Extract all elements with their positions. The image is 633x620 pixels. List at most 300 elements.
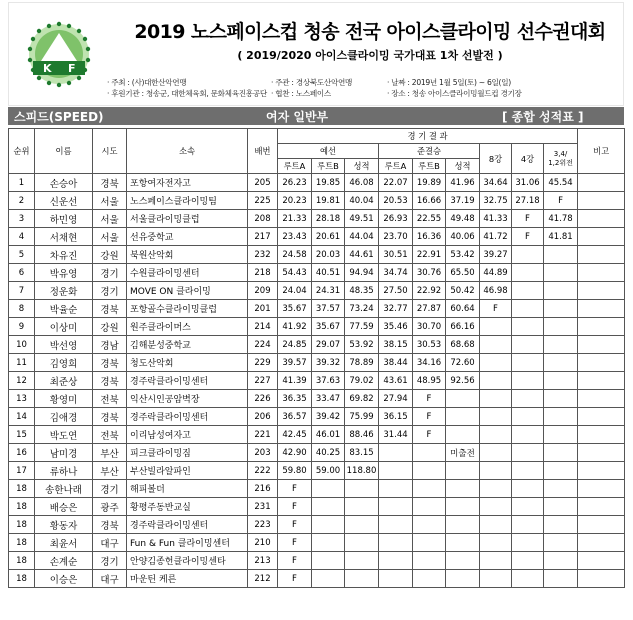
cell-aff: 포항골수클라이밍클럽 (127, 300, 248, 318)
cell-sb: 34.16 (413, 354, 446, 372)
table-row (9, 426, 625, 444)
cell-r4 (512, 480, 544, 498)
cell-city: 광주 (93, 498, 127, 516)
table-row (9, 516, 625, 534)
cell-name: 이승은 (35, 570, 93, 588)
cell-pb: 46.01 (312, 426, 345, 444)
cell-bib: 205 (248, 174, 278, 192)
cell-r4 (512, 354, 544, 372)
cell-ss: 50.42 (446, 282, 480, 300)
table-row (9, 192, 625, 210)
cell-r4: F (512, 210, 544, 228)
cell-r8 (480, 570, 512, 588)
cell-r8 (480, 462, 512, 480)
table-row (9, 480, 625, 498)
cell-note (578, 174, 625, 192)
cell-pb (312, 480, 345, 498)
cell-note (578, 534, 625, 552)
cell-pa: 41.92 (278, 318, 312, 336)
cell-ss: 41.96 (446, 174, 480, 192)
cell-city: 경북 (93, 516, 127, 534)
cell-r8: 39.27 (480, 246, 512, 264)
cell-bib: 232 (248, 246, 278, 264)
cell-aff: 김해분성중학교 (127, 336, 248, 354)
cell-r4 (512, 552, 544, 570)
cell-city: 대구 (93, 534, 127, 552)
cell-aff: MOVE ON 클라이밍 (127, 282, 248, 300)
cell-ps (345, 552, 379, 570)
cell-pb: 40.25 (312, 444, 345, 462)
cell-rank: 1 (9, 174, 35, 192)
cell-pa: 24.04 (278, 282, 312, 300)
cell-sa: 20.53 (379, 192, 413, 210)
cell-r8: 34.64 (480, 174, 512, 192)
cell-pb: 33.47 (312, 390, 345, 408)
cell-aff: 노스페이스클라이밍팀 (127, 192, 248, 210)
cell-city: 서울 (93, 192, 127, 210)
cell-r4 (512, 264, 544, 282)
cell-ss (446, 498, 480, 516)
kaf-logo-icon (19, 19, 99, 89)
cell-r4: 31.06 (512, 174, 544, 192)
cell-pb (312, 570, 345, 588)
cell-pb (312, 534, 345, 552)
cell-ss (446, 408, 480, 426)
cell-note (578, 498, 625, 516)
cell-note (578, 480, 625, 498)
cell-ps: 44.61 (345, 246, 379, 264)
cell-aff: 서울클라이밍클럽 (127, 210, 248, 228)
cell-pa: F (278, 516, 312, 534)
cell-pb: 39.32 (312, 354, 345, 372)
cell-r4 (512, 534, 544, 552)
cell-pa: F (278, 552, 312, 570)
cell-sb: 22.91 (413, 246, 446, 264)
cell-city: 서울 (93, 228, 127, 246)
cell-bib: 203 (248, 444, 278, 462)
cell-sa: 26.93 (379, 210, 413, 228)
cell-ps: 77.59 (345, 318, 379, 336)
cell-r8 (480, 426, 512, 444)
cell-ss (446, 462, 480, 480)
cell-ss: 37.19 (446, 192, 480, 210)
table-row (9, 462, 625, 480)
cell-aff: 원주클라이머스 (127, 318, 248, 336)
cell-pa: F (278, 480, 312, 498)
cell-bib: 223 (248, 516, 278, 534)
cell-bib: 206 (248, 408, 278, 426)
cell-ps: 118.80 (345, 462, 379, 480)
cell-r8 (480, 516, 512, 534)
cell-note (578, 192, 625, 210)
cell-rank: 18 (9, 552, 35, 570)
cell-name: 박도연 (35, 426, 93, 444)
cell-ss (446, 516, 480, 534)
col-prelim-score: 성적 (345, 159, 379, 174)
table-row (9, 228, 625, 246)
cell-name: 남미경 (35, 444, 93, 462)
cell-rank: 16 (9, 444, 35, 462)
cell-sb (413, 552, 446, 570)
cell-aff: 마운틴 케른 (127, 570, 248, 588)
cell-aff: 북원산악회 (127, 246, 248, 264)
cell-r8 (480, 444, 512, 462)
cell-sb (413, 498, 446, 516)
cell-ps: 94.94 (345, 264, 379, 282)
cell-name: 김영희 (35, 354, 93, 372)
cell-fin (544, 282, 578, 300)
cell-ps: 79.02 (345, 372, 379, 390)
cell-note (578, 516, 625, 534)
col-rank: 순위 (9, 129, 35, 174)
cell-fin (544, 318, 578, 336)
logo-letter-k: K (43, 62, 52, 75)
cell-pb: 24.31 (312, 282, 345, 300)
col-note: 비고 (578, 129, 625, 174)
cell-r8 (480, 390, 512, 408)
cell-r4 (512, 282, 544, 300)
col-final-line2: 1,2위전 (548, 158, 573, 167)
cell-pa: 21.33 (278, 210, 312, 228)
cell-sb: 27.87 (413, 300, 446, 318)
col-prelim: 예선 (278, 144, 379, 159)
cell-pa: 36.57 (278, 408, 312, 426)
cell-city: 강원 (93, 246, 127, 264)
cell-rank: 12 (9, 372, 35, 390)
cell-note (578, 336, 625, 354)
cell-sa: 31.44 (379, 426, 413, 444)
cell-note (578, 282, 625, 300)
cell-bib: 229 (248, 354, 278, 372)
cell-r8 (480, 354, 512, 372)
table-row (9, 390, 625, 408)
cell-aff: 안양김종헌클라이밍센타 (127, 552, 248, 570)
cell-ps: 75.99 (345, 408, 379, 426)
cell-ps: 49.51 (345, 210, 379, 228)
cell-sb (413, 516, 446, 534)
cell-pa: 24.58 (278, 246, 312, 264)
sponsors-info: · 후원기관 : 청송군, 대한체육회, 문화체육진흥공단 (107, 89, 267, 98)
cell-r4: F (512, 228, 544, 246)
table-row (9, 300, 625, 318)
category-banner (8, 107, 624, 125)
cell-sa (379, 498, 413, 516)
cell-r4 (512, 444, 544, 462)
table-row (9, 210, 625, 228)
cell-name: 배승은 (35, 498, 93, 516)
cell-ss: 미출전 (446, 444, 480, 462)
cell-sa: 38.15 (379, 336, 413, 354)
cell-rank: 6 (9, 264, 35, 282)
cell-note (578, 228, 625, 246)
cell-city: 경북 (93, 372, 127, 390)
cell-r4 (512, 516, 544, 534)
cell-r4 (512, 318, 544, 336)
cell-name: 손승아 (35, 174, 93, 192)
cell-ss (446, 390, 480, 408)
cell-pa: 36.35 (278, 390, 312, 408)
date-info: · 날짜 : 2019년 1월 5일(토) ~ 6일(일) (387, 78, 511, 87)
cell-pa: 20.23 (278, 192, 312, 210)
cell-name: 박선영 (35, 336, 93, 354)
cell-fin (544, 264, 578, 282)
cell-name: 박율순 (35, 300, 93, 318)
cell-ss: 65.50 (446, 264, 480, 282)
cell-pb: 29.07 (312, 336, 345, 354)
cell-sa (379, 552, 413, 570)
cell-r4 (512, 336, 544, 354)
cell-rank: 13 (9, 390, 35, 408)
cell-ps: 73.24 (345, 300, 379, 318)
cell-rank: 18 (9, 534, 35, 552)
table-row (9, 336, 625, 354)
table-row (9, 174, 625, 192)
cell-sa: 22.07 (379, 174, 413, 192)
cell-pb (312, 516, 345, 534)
cell-sa (379, 480, 413, 498)
cell-r8: 41.72 (480, 228, 512, 246)
cell-r8 (480, 318, 512, 336)
cell-aff: 해피볼더 (127, 480, 248, 498)
cell-ps: 40.04 (345, 192, 379, 210)
cell-sb: 16.36 (413, 228, 446, 246)
cell-pb: 19.81 (312, 192, 345, 210)
cell-r8 (480, 372, 512, 390)
col-r4: 4강 (512, 144, 544, 174)
cell-r8 (480, 534, 512, 552)
cell-rank: 9 (9, 318, 35, 336)
cell-note (578, 570, 625, 588)
cell-rank: 17 (9, 462, 35, 480)
cell-pa: 35.67 (278, 300, 312, 318)
table-row (9, 372, 625, 390)
cell-pa: 24.85 (278, 336, 312, 354)
cell-pa: F (278, 534, 312, 552)
cell-sa: 32.77 (379, 300, 413, 318)
cell-city: 전북 (93, 426, 127, 444)
cell-name: 황동자 (35, 516, 93, 534)
cell-bib: 209 (248, 282, 278, 300)
cell-r8 (480, 480, 512, 498)
cell-fin (544, 480, 578, 498)
cell-sb: 48.95 (413, 372, 446, 390)
division-label: 여자 일반부 (266, 110, 329, 124)
table-row (9, 318, 625, 336)
cell-r4 (512, 300, 544, 318)
cell-sb: 30.70 (413, 318, 446, 336)
cell-sb (413, 534, 446, 552)
event-label: 스피드(SPEED) (14, 110, 104, 124)
cell-city: 경북 (93, 174, 127, 192)
table-row (9, 246, 625, 264)
cell-note (578, 318, 625, 336)
cell-pb: 28.18 (312, 210, 345, 228)
cell-sb (413, 480, 446, 498)
cell-bib: 231 (248, 498, 278, 516)
cell-r8: 41.33 (480, 210, 512, 228)
cell-note (578, 354, 625, 372)
cell-sa: 34.74 (379, 264, 413, 282)
table-row (9, 552, 625, 570)
cell-name: 손계순 (35, 552, 93, 570)
cell-name: 황영미 (35, 390, 93, 408)
cell-fin (544, 444, 578, 462)
cell-ps (345, 570, 379, 588)
cell-aff: 익산시인공암벽장 (127, 390, 248, 408)
cell-bib: 213 (248, 552, 278, 570)
cell-ps: 44.04 (345, 228, 379, 246)
cell-aff: 부산빌라알파인 (127, 462, 248, 480)
cell-pa: F (278, 498, 312, 516)
cell-aff: 황평주동반교실 (127, 498, 248, 516)
cell-bib: 218 (248, 264, 278, 282)
cell-ss: 40.06 (446, 228, 480, 246)
cell-r8: F (480, 300, 512, 318)
cell-name: 최윤서 (35, 534, 93, 552)
cell-r4 (512, 372, 544, 390)
cell-r8 (480, 336, 512, 354)
cell-city: 부산 (93, 462, 127, 480)
cell-aff: Fun & Fun 클라이밍센터 (127, 534, 248, 552)
cell-sa (379, 570, 413, 588)
cell-city: 경기 (93, 264, 127, 282)
cell-fin (544, 336, 578, 354)
cell-ss (446, 480, 480, 498)
col-city: 시도 (93, 129, 127, 174)
cell-rank: 11 (9, 354, 35, 372)
cell-fin: 41.78 (544, 210, 578, 228)
cell-pb: 59.00 (312, 462, 345, 480)
cell-sa: 27.50 (379, 282, 413, 300)
cell-ss (446, 552, 480, 570)
cell-note (578, 552, 625, 570)
cell-fin (544, 534, 578, 552)
cell-r4 (512, 498, 544, 516)
cell-r4 (512, 246, 544, 264)
cell-pb: 37.57 (312, 300, 345, 318)
cell-pb: 39.42 (312, 408, 345, 426)
cell-r8 (480, 408, 512, 426)
cell-name: 서채현 (35, 228, 93, 246)
cell-sa (379, 444, 413, 462)
cell-note (578, 426, 625, 444)
cell-bib: 224 (248, 336, 278, 354)
cell-rank: 7 (9, 282, 35, 300)
cell-sb: 30.53 (413, 336, 446, 354)
cell-pb: 35.67 (312, 318, 345, 336)
report-label: [ 종합 성적표 ] (502, 110, 584, 124)
document-header (8, 2, 624, 106)
cell-name: 박유영 (35, 264, 93, 282)
cell-r8 (480, 552, 512, 570)
cell-r4: 27.18 (512, 192, 544, 210)
col-final (544, 144, 578, 174)
cell-sb (413, 462, 446, 480)
cell-rank: 18 (9, 498, 35, 516)
cell-fin (544, 408, 578, 426)
cell-name: 하민영 (35, 210, 93, 228)
col-prelim-route-b: 루트B (312, 159, 345, 174)
cell-note (578, 246, 625, 264)
table-row (9, 534, 625, 552)
col-semi-score: 성적 (446, 159, 480, 174)
cell-ps: 78.89 (345, 354, 379, 372)
cell-aff: 수원클라이밍센터 (127, 264, 248, 282)
cell-r4 (512, 462, 544, 480)
cell-ss (446, 426, 480, 444)
cell-pa: 54.43 (278, 264, 312, 282)
cell-r8: 32.75 (480, 192, 512, 210)
cell-sb: 19.89 (413, 174, 446, 192)
cell-fin (544, 516, 578, 534)
cell-city: 경북 (93, 300, 127, 318)
cell-name: 송한나래 (35, 480, 93, 498)
cell-bib: 214 (248, 318, 278, 336)
table-row (9, 444, 625, 462)
cell-sa (379, 516, 413, 534)
logo-letter-f: F (68, 62, 76, 75)
cell-r8: 46.98 (480, 282, 512, 300)
cell-rank: 8 (9, 300, 35, 318)
cell-fin (544, 570, 578, 588)
cell-ss: 53.42 (446, 246, 480, 264)
cell-sa: 23.70 (379, 228, 413, 246)
cell-ss: 72.60 (446, 354, 480, 372)
cell-name: 최준상 (35, 372, 93, 390)
cell-fin (544, 300, 578, 318)
col-bib: 배번 (248, 129, 278, 174)
cell-fin (544, 498, 578, 516)
cell-bib: 227 (248, 372, 278, 390)
cell-pb: 40.51 (312, 264, 345, 282)
cell-bib: 226 (248, 390, 278, 408)
cell-pb: 20.03 (312, 246, 345, 264)
cell-city: 경기 (93, 480, 127, 498)
cell-bib: 212 (248, 570, 278, 588)
cell-rank: 18 (9, 480, 35, 498)
host-info: · 주최 : (사)대한산악연맹 (107, 78, 187, 87)
cell-r8: 44.89 (480, 264, 512, 282)
cell-bib: 210 (248, 534, 278, 552)
col-name: 이름 (35, 129, 93, 174)
cell-pa: 41.39 (278, 372, 312, 390)
cell-fin (544, 426, 578, 444)
cell-note (578, 210, 625, 228)
table-row (9, 570, 625, 588)
cell-sb: 22.55 (413, 210, 446, 228)
venue-info: · 장소 : 청송 아이스클라이밍월드컵 경기장 (387, 89, 522, 98)
cell-aff: 이리남성여자고 (127, 426, 248, 444)
organizer-info: · 주관 : 경상북도산악연맹 (271, 78, 353, 87)
cell-name: 김애경 (35, 408, 93, 426)
cell-note (578, 300, 625, 318)
table-row (9, 264, 625, 282)
cell-fin (544, 354, 578, 372)
cell-sa: 27.94 (379, 390, 413, 408)
cell-rank: 15 (9, 426, 35, 444)
cell-aff: 청도산악회 (127, 354, 248, 372)
cell-pa: 39.57 (278, 354, 312, 372)
cell-ps: 53.92 (345, 336, 379, 354)
table-row (9, 282, 625, 300)
cell-sb: F (413, 426, 446, 444)
cell-name: 신운선 (35, 192, 93, 210)
cell-pb (312, 498, 345, 516)
cell-pb: 19.85 (312, 174, 345, 192)
cell-bib: 208 (248, 210, 278, 228)
cell-bib: 217 (248, 228, 278, 246)
cell-bib: 216 (248, 480, 278, 498)
